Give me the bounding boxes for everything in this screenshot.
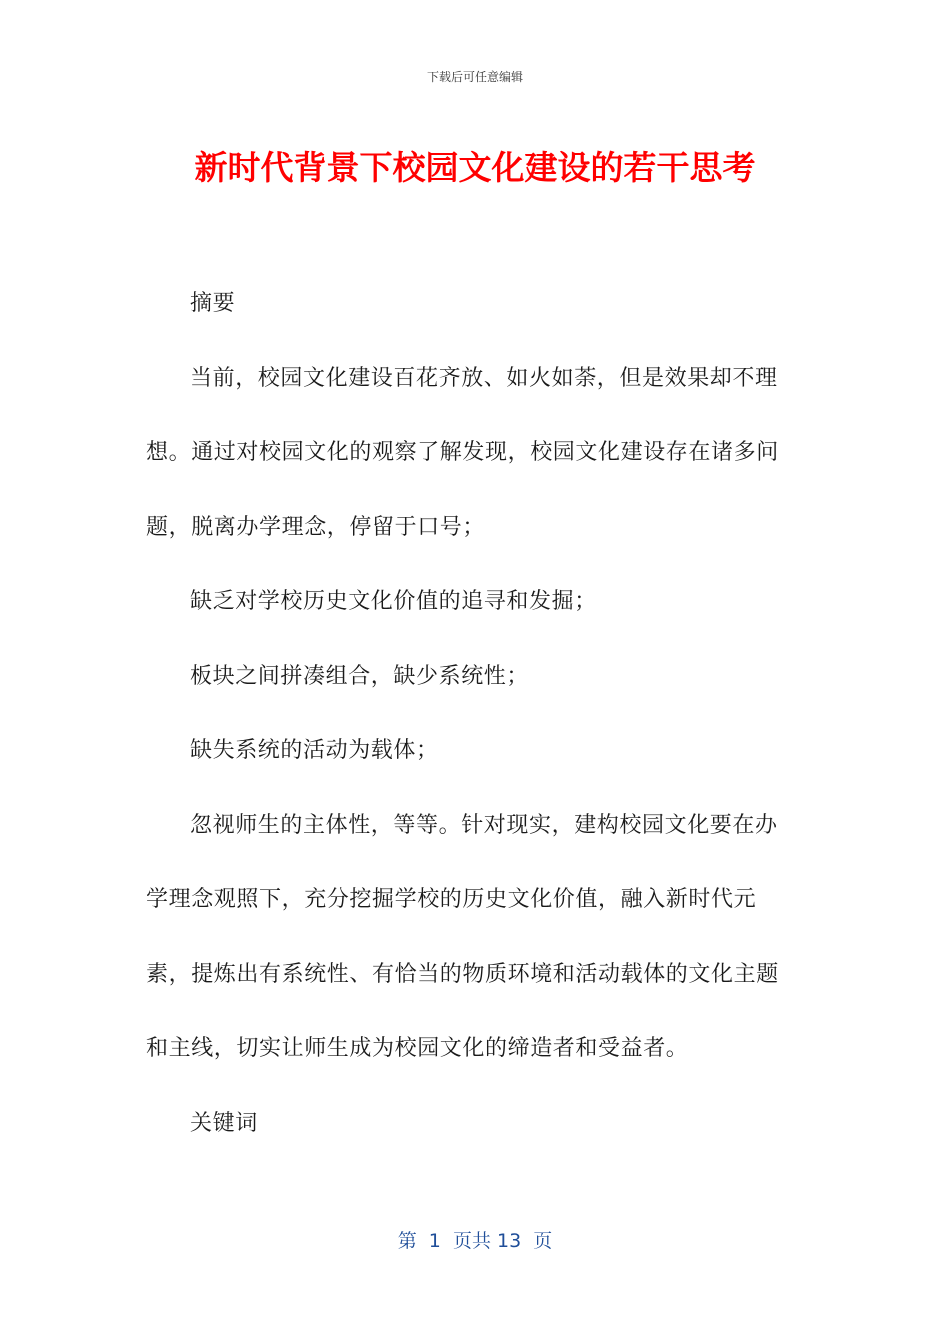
abstract-paragraph: 忽视师生的主体性，等等。针对现实，建构校园文化要在办学理念观照下，充分挖掘学校的历史文化价值，融入新时代元素，提炼出有系统性、有恰当的物质环境和活动载体的文化主题和主线，切实让师生成为校园文化的缔造者和受益者。 bbox=[146, 812, 779, 1061]
abstract-heading: 摘要 bbox=[190, 291, 236, 316]
keywords-heading: 关键词 bbox=[190, 1110, 258, 1136]
abstract-paragraph: 缺失系统的活动为载体； bbox=[190, 738, 439, 763]
abstract-paragraph: 板块之间拼凑组合，缺少系统性； bbox=[190, 663, 530, 689]
document-body bbox=[146, 267, 794, 1161]
document-title: 新时代背景下校园文化建设的若干思考 bbox=[194, 148, 756, 187]
abstract-paragraph: 当前，校园文化建设百花齐放、如火如荼，但是效果却不理想。通过对校园文化的观察了解发现，校园文化建设存在诸多问题，脱离办学理念，停留于口号； bbox=[146, 365, 779, 540]
header-note: 下载后可任意编辑 bbox=[426, 70, 523, 84]
abstract-paragraph: 缺乏对学校历史文化价值的追寻和发掘； bbox=[190, 589, 597, 614]
page-number-footer: 第 1 页共 13 页 bbox=[397, 1230, 553, 1252]
